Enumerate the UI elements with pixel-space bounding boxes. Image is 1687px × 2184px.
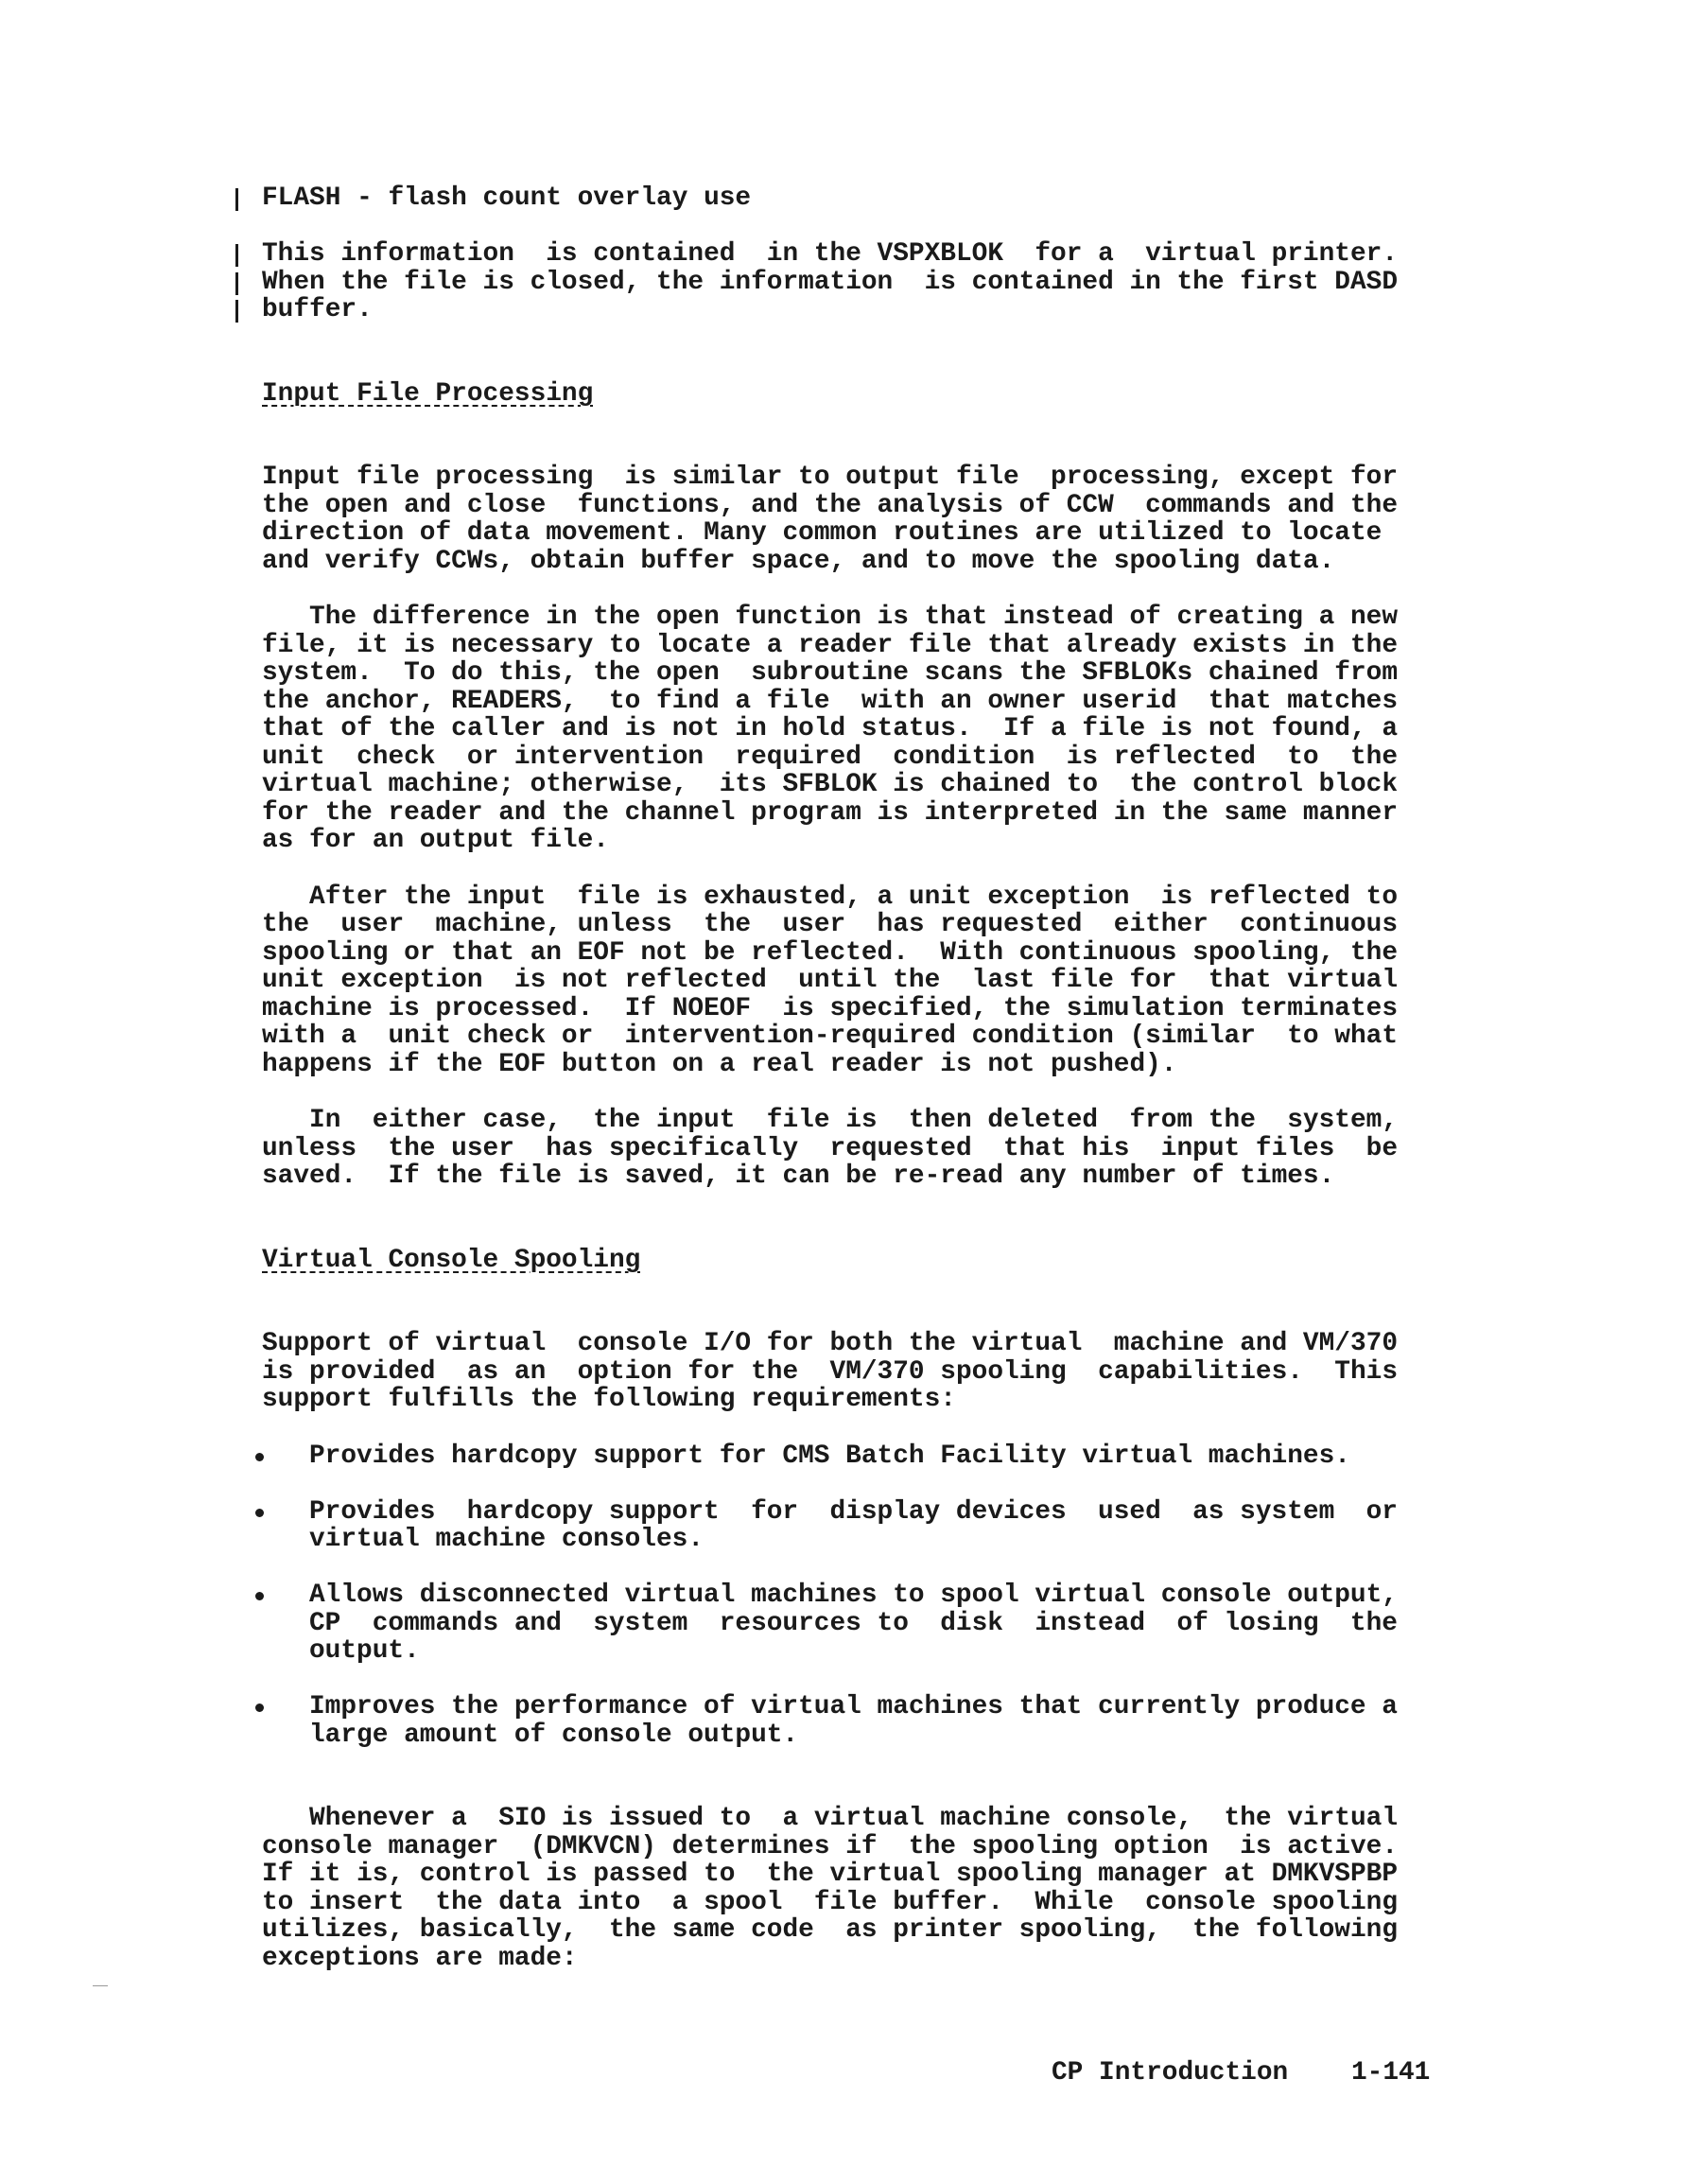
paragraph-line: machine is processed. If NOEOF is specified, the simulation terminates: [262, 994, 1399, 1023]
paragraph-line: After the input file is exhausted, a unit exception is reflected to: [262, 882, 1399, 912]
section-heading-console: Virtual Console Spooling: [262, 1246, 641, 1275]
paragraph-line: virtual machine; otherwise, its SFBLOK is chained to the control block: [262, 770, 1399, 799]
paragraph-line: for the reader and the channel program is interpreted in the same manner: [262, 798, 1399, 828]
paragraph-line: the user machine, unless the user has requested either continuous: [262, 910, 1399, 939]
scan-mark: [93, 1985, 108, 1986]
paragraph-line: unless the user has specifically requested that his input files be: [262, 1134, 1399, 1163]
page-footer: [1052, 2059, 1430, 2088]
revision-bar: [235, 300, 238, 323]
paragraph-line: saved. If the file is saved, it can be re-read any number of times.: [262, 1162, 1335, 1191]
paragraph-line: If it is, control is passed to the virtual spooling manager at DMKVSPBP: [262, 1860, 1399, 1889]
paragraph-line: the anchor, READERS, to find a file with an owner userid that matches: [262, 687, 1399, 716]
revision-paragraph-line: When the file is closed, the information is contained in the first DASD: [262, 268, 1399, 297]
paragraph-line: unit exception is not reflected until the last file for that virtual: [262, 966, 1399, 995]
revision-bar: [235, 244, 238, 267]
bullet-icon: [255, 1509, 264, 1517]
paragraph-line: system. To do this, the open subroutine scans the SFBLOKs chained from: [262, 658, 1399, 688]
bullet-icon: [255, 1704, 264, 1712]
paragraph-line: spooling or that an EOF not be reflected. With continuous spooling, the: [262, 938, 1399, 968]
list-item: Allows disconnected virtual machines to spool virtual console output,: [309, 1581, 1398, 1610]
paragraph-line: Support of virtual console I/O for both the virtual machine and VM/370: [262, 1329, 1399, 1358]
paragraph-line: to insert the data into a spool file buffer. While console spooling: [262, 1888, 1399, 1917]
paragraph-line: with a unit check or intervention-required condition (similar to what: [262, 1022, 1399, 1051]
list-item: Improves the performance of virtual machines that currently produce a: [309, 1692, 1398, 1721]
paragraph-line: that of the caller and is not in hold status. If a file is not found, a: [262, 714, 1399, 743]
list-item: virtual machine consoles.: [309, 1525, 704, 1554]
paragraph-line: The difference in the open function is that instead of creating a new: [262, 603, 1399, 632]
paragraph-line: direction of data movement. Many common routines are utilized to locate: [262, 518, 1383, 548]
paragraph-line: and verify CCWs, obtain buffer space, and to move the spooling data.: [262, 547, 1335, 576]
revision-paragraph-line: buffer.: [262, 295, 373, 324]
footer-title: CP Introduction: [1052, 2058, 1289, 2088]
flash-line: FLASH - flash count overlay use: [262, 183, 752, 213]
paragraph-line: utilizes, basically, the same code as printer spooling, the following: [262, 1915, 1399, 1945]
page-number: 1-141: [1350, 2058, 1431, 2088]
paragraph-line: Input file processing is similar to output file processing, except for: [262, 463, 1399, 492]
paragraph-line: file, it is necessary to locate a reader file that already exists in the: [262, 631, 1399, 660]
list-item: large amount of console output.: [309, 1721, 799, 1750]
paragraph-line: the open and close functions, and the analysis of CCW commands and the: [262, 491, 1399, 520]
list-item: Provides hardcopy support for CMS Batch Facility virtual machines.: [309, 1441, 1350, 1471]
list-item: CP commands and system resources to disk instead of losing the: [309, 1609, 1398, 1638]
list-item: output.: [309, 1636, 420, 1666]
revision-paragraph-line: This information is contained in the VSPXBLOK for a virtual printer.: [262, 239, 1399, 269]
bullet-icon: [255, 1592, 264, 1600]
paragraph-line: In either case, the input file is then deleted from the system,: [262, 1106, 1399, 1135]
paragraph-line: exceptions are made:: [262, 1944, 578, 1973]
paragraph-line: console manager (DMKVCN) determines if the spooling option is active.: [262, 1832, 1399, 1861]
revision-bar: [235, 272, 238, 295]
paragraph-line: Whenever a SIO is issued to a virtual machine console, the virtual: [262, 1804, 1399, 1833]
paragraph-line: as for an output file.: [262, 826, 609, 855]
paragraph-line: is provided as an option for the VM/370 spooling capabilities. This: [262, 1357, 1399, 1387]
bullet-icon: [255, 1453, 264, 1461]
paragraph-line: happens if the EOF button on a real reader is not pushed).: [262, 1050, 1177, 1079]
revision-bar: [235, 188, 238, 211]
section-heading-input: Input File Processing: [262, 379, 594, 409]
paragraph-line: support fulfills the following requirements:: [262, 1385, 956, 1414]
list-item: Provides hardcopy support for display devices used as system or: [309, 1497, 1398, 1527]
paragraph-line: unit check or intervention required condition is reflected to the: [262, 743, 1399, 772]
